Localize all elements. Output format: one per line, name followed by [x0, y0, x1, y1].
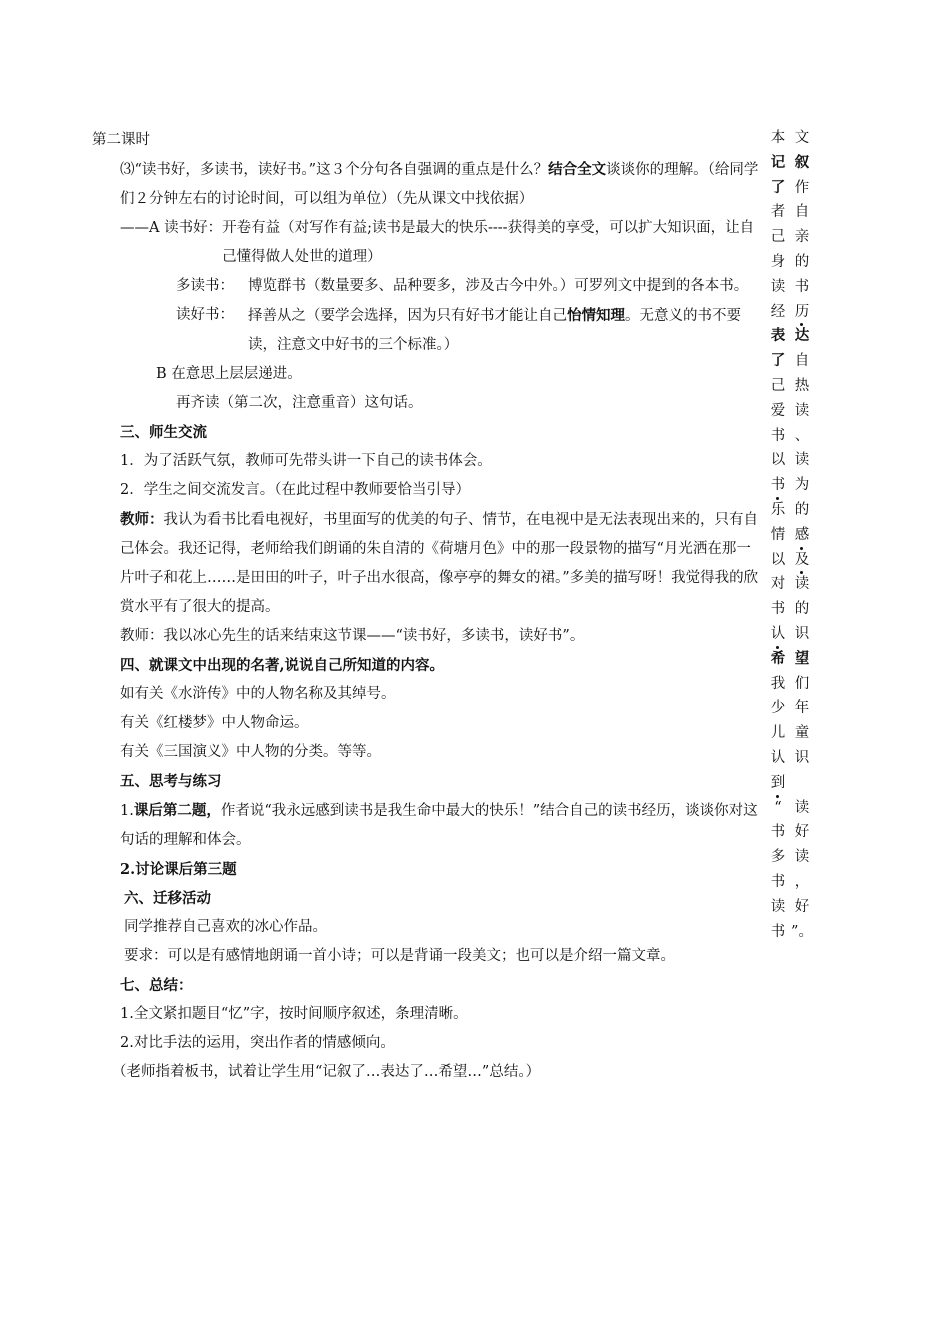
board-summary-char: 叙: [794, 153, 810, 171]
board-summary-char: 到: [766, 771, 790, 796]
board-summary-char: 记: [770, 153, 786, 171]
board-summary-row: [766, 151, 816, 176]
board-summary-row: [766, 920, 816, 945]
section-7-line-1: 1.全文紧扣题目“忆”字，按时间顺序叙述，条理清晰。: [120, 1006, 468, 1022]
section-3-heading: 三、师生交流: [120, 424, 207, 441]
question-text: “读书好，多读书，读好书。”这３个分句各自强调的重点是什么？: [134, 162, 549, 178]
section-4-line-2: 有关《红楼梦》中人物命运。: [120, 715, 309, 731]
board-summary-row: [766, 473, 816, 498]
board-summary-char: 的: [794, 253, 810, 270]
board-summary-char: 亲: [794, 229, 810, 246]
board-summary-char: 认: [766, 622, 790, 647]
board-summary-row: [766, 746, 816, 771]
board-summary-char: 历: [790, 300, 814, 325]
board-summary-char: 识: [794, 749, 810, 766]
board-summary-char: 己: [770, 377, 786, 394]
section-4-line-1: 如有关《水浒传》中的人物名称及其绰号。: [120, 686, 396, 702]
board-summary-row: [766, 597, 816, 622]
board-summary-row: [766, 498, 816, 523]
board-summary-row: [766, 672, 816, 697]
section-4-heading: 四、就课文中出现的名著,说说自己所知道的内容。: [120, 657, 445, 674]
board-summary-char: [790, 771, 814, 796]
answer-good-text: 择善从之（要学会选择，因为只有好书才能让自己怡情知理。无意义的书不要读，注意文中好书的三个标准。）: [248, 307, 741, 353]
board-summary-char: 年: [794, 700, 810, 717]
section-3-item-2: 2．学生之间交流发言。（在此过程中教师要恰当引导）: [120, 482, 470, 498]
board-summary-row: [766, 176, 816, 201]
answer-more-label: 多读书：: [176, 278, 234, 294]
board-summary-row: [766, 374, 816, 399]
board-summary-row: [766, 424, 816, 449]
board-summary-char: 望: [794, 649, 810, 667]
board-summary-char: 乐: [770, 501, 786, 518]
board-summary-row: [766, 572, 816, 597]
board-summary-char: 读: [770, 898, 786, 915]
board-summary-char: 识: [794, 625, 810, 642]
board-summary-char: 的: [794, 601, 810, 618]
board-summary-char: 多: [770, 849, 786, 866]
lesson-title: 第二课时: [92, 132, 150, 148]
board-summary-row: [766, 300, 816, 325]
section-4-line-3: 有关《三国演义》中人物的分类。等等。: [120, 744, 381, 760]
board-summary-row: [766, 796, 816, 821]
section-6-heading: 六、迁移活动: [124, 890, 211, 907]
board-summary-row: [766, 845, 816, 870]
board-summary-char: 读: [770, 278, 786, 295]
board-summary-char: 文: [794, 130, 810, 146]
section-7-heading: 七、总结：: [120, 977, 193, 994]
board-summary-row: [766, 275, 816, 300]
section-6-line-1: 同学推荐自己喜欢的冰心作品。: [124, 919, 327, 935]
board-summary-char: 爱: [770, 402, 786, 419]
board-summary-row: [766, 696, 816, 721]
board-summary-char: ”。: [791, 923, 813, 940]
board-summary-char: 少: [770, 700, 786, 717]
board-summary-column: [766, 126, 816, 944]
board-summary-char: 好: [794, 824, 810, 841]
board-summary-char: 自: [794, 353, 810, 370]
question-3: [92, 155, 762, 214]
question-marker: ⑶: [120, 162, 135, 178]
lesson-plan-body: [92, 126, 762, 1087]
answer-more-books: [92, 272, 762, 301]
board-summary-char: 以: [770, 452, 786, 469]
board-summary-char: 了: [770, 352, 786, 370]
answer-b: B 在意思上层层递进。: [156, 366, 302, 382]
board-summary-char: 己: [770, 229, 786, 246]
reread-instruction: 再齐读（第二次，注意重音）这句话。: [176, 395, 423, 411]
answer-a: [92, 214, 762, 272]
board-summary-row: [766, 820, 816, 845]
board-summary-char: 读: [794, 799, 810, 816]
teacher-remark-1: [92, 505, 762, 622]
board-summary-row: [766, 399, 816, 424]
board-summary-char: 读: [794, 452, 810, 469]
question-text-cont: 谈谈你的理解。（给同学们２分钟左右的讨论时间，可以组为单位）（先从课文中找依据）: [120, 162, 759, 207]
answer-a-text: 开卷有益（对写作有益;读书是最大的快乐----获得美的享受，可以扩大知识面，让自己懂得做人处世的道理）: [222, 220, 755, 265]
board-summary-row: [766, 200, 816, 225]
board-summary-row: [766, 870, 816, 895]
board-summary-char: 书: [770, 427, 786, 444]
board-summary-char: 自: [794, 204, 810, 221]
board-summary-char: 童: [794, 725, 810, 742]
board-summary-char: 对: [770, 576, 786, 593]
board-summary-row: [766, 895, 816, 920]
board-summary-char: 儿: [770, 725, 786, 742]
section-7-line-3: （老师指着板书，试着让学生用“记叙了…表达了…希望…”总结。）: [112, 1064, 541, 1080]
board-summary-row: [766, 225, 816, 250]
board-summary-char: 希: [770, 649, 786, 667]
board-summary-char: 达: [794, 327, 810, 345]
board-summary-char: 认: [770, 749, 786, 766]
board-summary-char: 热: [794, 377, 810, 394]
board-summary-row: [766, 250, 816, 275]
board-summary-row: [766, 721, 816, 746]
answer-good-books: [92, 301, 762, 360]
board-summary-char: 经: [770, 303, 786, 320]
section-7-line-2: 2.对比手法的运用，突出作者的情感倾向。: [120, 1035, 395, 1051]
board-summary-char: 们: [794, 675, 810, 692]
board-summary-row: [766, 548, 816, 573]
teacher-remark-text: 我认为看书比看电视好，书里面写的优美的句子、情节，在电视中是无法表现出来的，只有自己体会。我还记得，老师给我们朗诵的朱自清的《荷塘月色》中的那一段景物的描写“月光洒在那一片叶子和花上……是田田的叶子，叶子出水很高，像亭亭的舞女的裙。”多美的描写呀！我觉得我的欣赏水平有了很大的提高。: [120, 512, 759, 615]
board-summary-char: 的: [794, 501, 810, 518]
board-summary-char: 及: [790, 548, 814, 573]
board-summary-char: 本: [770, 130, 786, 146]
teacher-remark-2: 教师：我以冰心先生的话来结束这节课——“读书好，多读书，读好书”。: [120, 628, 585, 644]
board-summary-char: 书: [794, 278, 810, 295]
board-summary-char: 书: [770, 824, 786, 841]
board-summary-char: 书: [770, 601, 786, 618]
question-emphasis: 结合全文: [548, 161, 607, 178]
board-summary-char: 情: [770, 526, 786, 543]
board-summary-char: 读: [794, 402, 810, 419]
section-5-heading: 五、思考与练习: [120, 773, 222, 790]
board-summary-char: 表: [770, 327, 786, 345]
board-summary-row: [766, 349, 816, 374]
board-summary-char: 作: [794, 179, 810, 196]
board-summary-char: “: [774, 799, 782, 816]
board-summary-char: 感: [790, 523, 814, 548]
section-5-item-2: 2.讨论课后第三题: [120, 861, 237, 878]
board-summary-char: 书: [770, 873, 786, 890]
answer-a-label: ——A 读书好：: [120, 220, 223, 236]
answer-more-text: 博览群书（数量要多、品种要多，涉及古今中外。）可罗列文中提到的各本书。: [248, 278, 749, 294]
board-summary-row: [766, 622, 816, 647]
board-summary-char: 、: [794, 427, 810, 444]
board-summary-char: 了: [770, 178, 786, 196]
board-summary-char: 以: [770, 551, 786, 568]
board-summary-row: [766, 324, 816, 349]
section-6-line-2: 要求：可以是有感情地朗诵一首小诗；可以是背诵一段美文；也可以是介绍一篇文章。: [124, 948, 675, 964]
board-summary-row: [766, 771, 816, 796]
board-summary-char: 书: [766, 473, 790, 498]
board-summary-char: 读: [794, 849, 810, 866]
board-summary-char: 为: [794, 477, 810, 494]
board-summary-char: 者: [770, 204, 786, 221]
board-summary-char: ，: [794, 873, 810, 890]
board-summary-char: 读: [794, 576, 810, 593]
board-summary-row: [766, 523, 816, 548]
board-summary-char: 书: [770, 923, 786, 940]
board-summary-row: [766, 448, 816, 473]
teacher-label: 教师：: [120, 511, 164, 528]
section-5-item-1: 1.课后第二题，作者说“我永远感到读书是我生命中最大的快乐！”结合自己的读书经历，谈谈你对这句话的理解和体会。: [120, 802, 758, 848]
board-summary-char: 好: [794, 898, 810, 915]
section-3-item-1: 1．为了活跃气氛，教师可先带头讲一下自己的读书体会。: [120, 453, 492, 469]
board-summary-row: [766, 126, 816, 151]
board-summary-char: 我: [770, 675, 786, 692]
answer-good-label: 读好书：: [176, 307, 234, 323]
board-summary-char: 身: [770, 253, 786, 270]
board-summary-row: [766, 647, 816, 672]
